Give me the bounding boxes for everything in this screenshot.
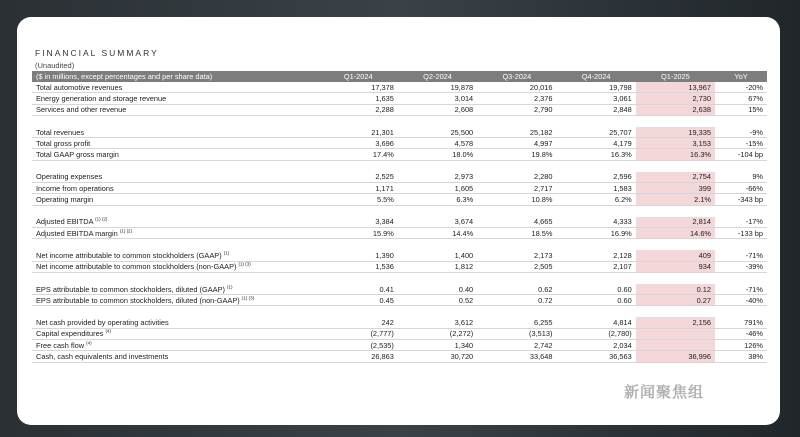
row-label: Net cash provided by operating activities: [36, 318, 169, 328]
value-cell: 19,798: [556, 82, 635, 93]
footnote-marker: (1): [227, 284, 233, 290]
row-label-cell: [32, 284, 319, 295]
row-label: Net income attributable to common stockholders (GAAP): [36, 250, 222, 260]
value-cell: 19.8%: [477, 149, 556, 160]
yoy-cell: -66%: [715, 183, 767, 194]
yoy-cell: -133 bp: [715, 227, 767, 238]
row-label-cell: [32, 261, 319, 272]
value-cell: 17.4%: [319, 149, 398, 160]
q1-2025-cell: 3,153: [636, 138, 715, 149]
row-label-cell: [32, 340, 319, 351]
value-cell: 0.52: [398, 295, 477, 306]
q1-2025-cell: 0.27: [636, 295, 715, 306]
q1-2025-cell: [636, 328, 715, 339]
table-row: [32, 295, 767, 306]
value-cell: (2,780): [556, 328, 635, 339]
yoy-cell: 38%: [715, 351, 767, 362]
row-label-cell: [32, 149, 319, 160]
value-cell: 10.8%: [477, 194, 556, 205]
yoy-cell: -46%: [715, 328, 767, 339]
table-row: [32, 172, 767, 183]
q1-2025-cell: 2,814: [636, 217, 715, 228]
value-cell: 1,812: [398, 261, 477, 272]
q1-2025-cell: 2,156: [636, 317, 715, 328]
value-cell: 0.41: [319, 284, 398, 295]
q1-2025-cell: [636, 340, 715, 351]
table-row: [32, 250, 767, 261]
value-cell: 2,288: [319, 104, 398, 115]
spacer-cell: [32, 306, 767, 318]
table-row: [32, 194, 767, 205]
value-cell: 0.62: [477, 284, 556, 295]
value-cell: 3,612: [398, 317, 477, 328]
q1-2025-cell: 14.6%: [636, 227, 715, 238]
q1-2025-cell: 13,967: [636, 82, 715, 93]
value-cell: 25,500: [398, 127, 477, 138]
spacer-cell: [32, 272, 767, 284]
row-label-cell: [32, 104, 319, 115]
value-cell: 2,848: [556, 104, 635, 115]
q1-2025-cell: 399: [636, 183, 715, 194]
value-cell: 16.3%: [556, 149, 635, 160]
column-header: Q4-2024: [556, 71, 635, 82]
row-label-cell: [32, 82, 319, 93]
footnote-marker: (1) (3): [238, 261, 251, 267]
value-cell: 25,707: [556, 127, 635, 138]
value-cell: (3,513): [477, 328, 556, 339]
value-cell: 6.3%: [398, 194, 477, 205]
footnote-marker: (4): [105, 328, 111, 334]
value-cell: 2,973: [398, 172, 477, 183]
yoy-cell: 67%: [715, 93, 767, 104]
value-cell: 18.5%: [477, 227, 556, 238]
value-cell: 18.0%: [398, 149, 477, 160]
group-spacer: [32, 239, 767, 251]
row-label-cell: [32, 328, 319, 339]
table-row: [32, 351, 767, 362]
value-cell: 0.72: [477, 295, 556, 306]
row-label-cell: [32, 227, 319, 238]
row-label-cell: [32, 172, 319, 183]
row-label: Income from operations: [36, 183, 114, 193]
yoy-cell: -40%: [715, 295, 767, 306]
yoy-cell: -71%: [715, 284, 767, 295]
table-row: [32, 227, 767, 238]
value-cell: 3,696: [319, 138, 398, 149]
table-row: [32, 317, 767, 328]
yoy-cell: 791%: [715, 317, 767, 328]
watermark-logo: 新闻聚焦组: [624, 384, 705, 401]
value-cell: 3,014: [398, 93, 477, 104]
table-row: [32, 261, 767, 272]
q1-2025-cell: 2,638: [636, 104, 715, 115]
row-label: Operating expenses: [36, 172, 103, 182]
value-cell: 1,171: [319, 183, 398, 194]
value-cell: 4,997: [477, 138, 556, 149]
value-cell: 2,608: [398, 104, 477, 115]
financial-summary-table: [32, 71, 767, 363]
column-header: Q2-2024: [398, 71, 477, 82]
value-cell: 2,128: [556, 250, 635, 261]
value-cell: 2,525: [319, 172, 398, 183]
row-label: Capital expenditures: [36, 329, 104, 339]
value-cell: 3,061: [556, 93, 635, 104]
yoy-cell: -9%: [715, 127, 767, 138]
value-cell: 0.60: [556, 295, 635, 306]
yoy-cell: -71%: [715, 250, 767, 261]
q1-2025-cell: 36,996: [636, 351, 715, 362]
row-label-cell: [32, 351, 319, 362]
q1-2025-cell: 19,335: [636, 127, 715, 138]
value-cell: 2,376: [477, 93, 556, 104]
value-cell: 1,400: [398, 250, 477, 261]
group-spacer: [32, 205, 767, 217]
value-cell: 6,255: [477, 317, 556, 328]
value-cell: 2,280: [477, 172, 556, 183]
value-cell: 1,536: [319, 261, 398, 272]
row-label: Services and other revenue: [36, 105, 127, 115]
row-label: Energy generation and storage revenue: [36, 93, 167, 103]
row-label-cell: [32, 93, 319, 104]
value-cell: 1,340: [398, 340, 477, 351]
footnote-marker: (1): [223, 250, 230, 256]
table-row: [32, 104, 767, 115]
row-label: Total automotive revenues: [36, 82, 123, 92]
yoy-cell: -15%: [715, 138, 767, 149]
footnote-marker: (1) (2): [119, 228, 133, 234]
table-row: [32, 284, 767, 295]
value-cell: 30,720: [398, 351, 477, 362]
value-cell: 20,016: [477, 82, 556, 93]
table-body: [32, 82, 767, 362]
row-label-cell: [32, 295, 319, 306]
value-cell: 19,878: [398, 82, 477, 93]
value-cell: 2,173: [477, 250, 556, 261]
yoy-cell: 15%: [715, 104, 767, 115]
table-row: [32, 127, 767, 138]
yoy-cell: -39%: [715, 261, 767, 272]
row-label: Total GAAP gross margin: [36, 150, 119, 160]
footnote-marker: (4): [86, 340, 92, 346]
page-subtitle: (Unaudited): [35, 61, 75, 70]
spacer-cell: [32, 115, 767, 127]
yoy-cell: -104 bp: [715, 149, 767, 160]
table-row: [32, 82, 767, 93]
page-title: FINANCIAL SUMMARY: [35, 48, 159, 58]
value-cell: 5.5%: [319, 194, 398, 205]
q1-2025-cell: 16.3%: [636, 149, 715, 160]
value-cell: 26,863: [319, 351, 398, 362]
row-label: Cash, cash equivalents and investments: [36, 351, 169, 361]
value-cell: 0.45: [319, 295, 398, 306]
row-label-cell: [32, 250, 319, 261]
value-cell: 2,742: [477, 340, 556, 351]
value-cell: 16.9%: [556, 227, 635, 238]
q1-2025-cell: 2,730: [636, 93, 715, 104]
spacer-cell: [32, 205, 767, 217]
row-label-cell: [32, 138, 319, 149]
yoy-cell: -20%: [715, 82, 767, 93]
value-cell: 0.60: [556, 284, 635, 295]
value-cell: 17,378: [319, 82, 398, 93]
column-header: Q1-2024: [319, 71, 398, 82]
row-label-cell: [32, 183, 319, 194]
value-cell: 15.9%: [319, 227, 398, 238]
table-header-row: [32, 71, 767, 82]
yoy-cell: -343 bp: [715, 194, 767, 205]
value-cell: 36,563: [556, 351, 635, 362]
value-cell: 2,596: [556, 172, 635, 183]
value-cell: 4,578: [398, 138, 477, 149]
table-row: [32, 93, 767, 104]
q1-2025-cell: 0.12: [636, 284, 715, 295]
yoy-cell: 126%: [715, 340, 767, 351]
column-header: Q1-2025: [636, 71, 715, 82]
value-cell: 6.2%: [556, 194, 635, 205]
value-cell: 3,384: [319, 217, 398, 228]
group-spacer: [32, 306, 767, 318]
row-label-cell: [32, 317, 319, 328]
row-label: Adjusted EBITDA margin: [36, 228, 118, 238]
row-label: Operating margin: [36, 195, 94, 205]
value-cell: 4,179: [556, 138, 635, 149]
q1-2025-cell: 2,754: [636, 172, 715, 183]
table-row: [32, 138, 767, 149]
column-header: Q3-2024: [477, 71, 556, 82]
column-header: ($ in millions, except percentages and per share data): [32, 71, 319, 82]
row-label-cell: [32, 194, 319, 205]
value-cell: 3,674: [398, 217, 477, 228]
row-label: Net income attributable to common stockholders (non-GAAP): [36, 262, 237, 272]
q1-2025-cell: 409: [636, 250, 715, 261]
value-cell: 242: [319, 317, 398, 328]
value-cell: 2,505: [477, 261, 556, 272]
q1-2025-cell: 934: [636, 261, 715, 272]
value-cell: 4,814: [556, 317, 635, 328]
row-label: Adjusted EBITDA: [36, 217, 94, 227]
value-cell: 1,605: [398, 183, 477, 194]
row-label: EPS attributable to common stockholders, diluted (non-GAAP): [36, 295, 240, 305]
group-spacer: [32, 160, 767, 172]
footnote-marker: (1) (3): [241, 295, 255, 301]
q1-2025-cell: 2.1%: [636, 194, 715, 205]
value-cell: 2,790: [477, 104, 556, 115]
value-cell: 33,648: [477, 351, 556, 362]
column-header: YoY: [715, 71, 767, 82]
value-cell: 2,034: [556, 340, 635, 351]
value-cell: 0.40: [398, 284, 477, 295]
group-spacer: [32, 272, 767, 284]
spacer-cell: [32, 160, 767, 172]
value-cell: 21,301: [319, 127, 398, 138]
value-cell: 1,583: [556, 183, 635, 194]
table-row: [32, 340, 767, 351]
yoy-cell: 9%: [715, 172, 767, 183]
footnote-marker: (1) (2): [95, 216, 108, 222]
value-cell: 4,665: [477, 217, 556, 228]
value-cell: 25,182: [477, 127, 556, 138]
value-cell: (2,777): [319, 328, 398, 339]
value-cell: 1,390: [319, 250, 398, 261]
spacer-cell: [32, 239, 767, 251]
table-row: [32, 149, 767, 160]
value-cell: (2,535): [319, 340, 398, 351]
row-label: Free cash flow: [36, 340, 85, 350]
row-label: Total gross profit: [36, 138, 91, 148]
yoy-cell: -17%: [715, 217, 767, 228]
value-cell: (2,272): [398, 328, 477, 339]
value-cell: 2,107: [556, 261, 635, 272]
value-cell: 14.4%: [398, 227, 477, 238]
table-row: [32, 217, 767, 228]
table-row: [32, 183, 767, 194]
value-cell: 4,333: [556, 217, 635, 228]
row-label-cell: [32, 127, 319, 138]
row-label: Total revenues: [36, 127, 85, 137]
value-cell: 2,717: [477, 183, 556, 194]
value-cell: 1,635: [319, 93, 398, 104]
row-label-cell: [32, 217, 319, 228]
table-row: [32, 328, 767, 339]
row-label: EPS attributable to common stockholders, diluted (GAAP): [36, 284, 225, 294]
group-spacer: [32, 115, 767, 127]
